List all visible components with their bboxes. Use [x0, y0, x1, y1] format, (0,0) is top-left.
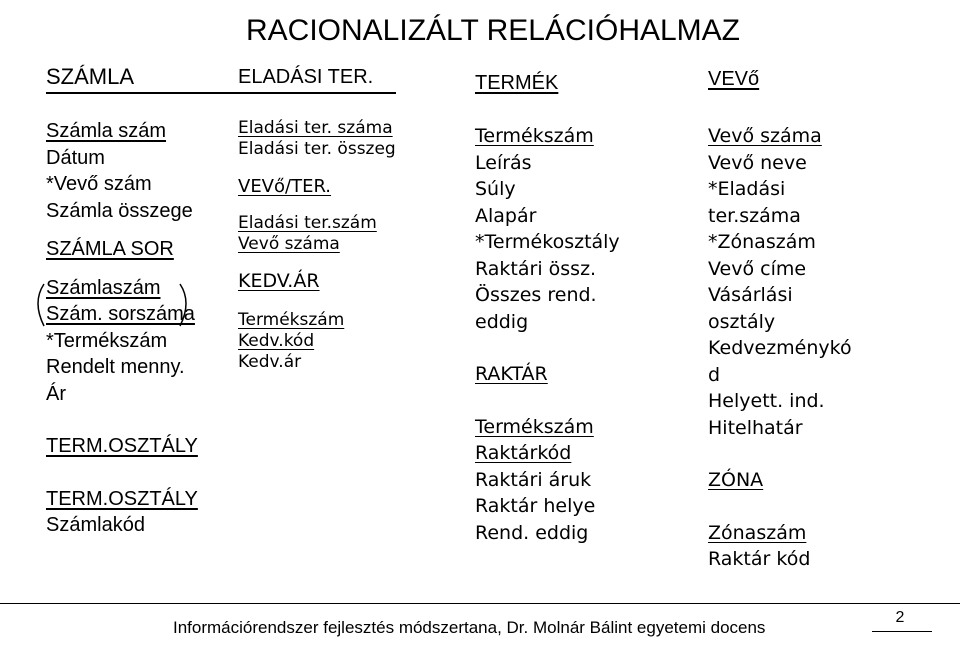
attribute: Dátum [46, 146, 105, 169]
composite-key-field: Eladási ter.szám [238, 213, 377, 233]
relation-header-term-osztaly: TERM.OSZTÁLY [46, 435, 198, 457]
attribute: Számlakód [46, 514, 145, 536]
foreign-key-field: *Termékosztály [475, 231, 620, 253]
composite-key-field: Vevő száma [238, 234, 340, 254]
attribute: Raktár helye [475, 495, 596, 517]
composite-key-field: Számlaszám [46, 276, 161, 299]
attribute: Kedvezménykó [708, 337, 852, 359]
composite-key-bracket [30, 282, 200, 332]
relation-header-termek: TERMÉK [475, 72, 559, 94]
relation-header-zona: ZÓNA [708, 469, 764, 491]
primary-key-field: Eladási ter. száma [238, 118, 393, 138]
relation-header-szamla: SZÁMLA [46, 64, 135, 89]
attribute: eddig [475, 310, 529, 333]
relation-header-eladasi-ter: ELADÁSI TER. [238, 66, 374, 88]
relation-header-vevo: VEVő [708, 68, 760, 90]
page-number: 2 [895, 609, 905, 626]
foreign-key-field: *Vevő szám [46, 173, 152, 195]
slide-footer [0, 603, 960, 663]
attribute: Vevő címe [708, 257, 807, 280]
attribute: Rend. eddig [475, 521, 589, 544]
attribute: d [708, 363, 721, 386]
attribute: Számla összege [46, 199, 193, 222]
header-underline [46, 92, 396, 94]
primary-key-field: Termékszám [475, 125, 594, 147]
attribute: Vásárlási [708, 284, 793, 306]
relation-eladasi-ter [238, 118, 396, 373]
foreign-key-field: *Eladási [708, 178, 786, 200]
primary-key-field: Számla szám [46, 120, 167, 142]
foreign-key-field: *Termékszám [46, 329, 168, 352]
page-title: RACIONALIZÁLT RELÁCIÓHALMAZ [246, 14, 741, 47]
relation-header-szamla-sor: SZÁMLA SOR [46, 238, 174, 260]
attribute: Helyett. ind. [708, 390, 825, 412]
attribute: Leírás [475, 151, 532, 174]
attribute: Összes rend. [475, 284, 597, 306]
attribute: Raktári össz. [475, 257, 597, 280]
attribute: Vevő neve [708, 151, 807, 174]
composite-key-field: Termékszám [475, 415, 594, 438]
attribute: osztály [708, 310, 776, 333]
relation-header-kedv-ar: KEDV.ÁR [238, 270, 320, 292]
footer-text: Információrendszer fejlesztés módszertana, Dr. Molnár Bálint egyetemi docens [173, 618, 766, 637]
attribute: Hitelhatár [708, 416, 803, 439]
attribute: Raktári áruk [475, 468, 592, 491]
primary-key-field: Zónaszám [708, 521, 807, 544]
attribute: Ár [46, 382, 66, 405]
foreign-key-field: *Zónaszám [708, 231, 816, 253]
primary-key-field: Vevő száma [708, 125, 822, 147]
relation-header-raktar: RAKTÁR [475, 363, 548, 385]
composite-key-field: Raktárkód [475, 442, 572, 464]
composite-key-field: Kedv.kód [238, 331, 315, 351]
attribute: Eladási ter. összeg [238, 139, 396, 159]
composite-key-field: Termékszám [238, 310, 345, 330]
attribute: Rendelt menny. [46, 356, 185, 378]
attribute: Kedv.ár [238, 352, 302, 372]
attribute: Súly [475, 178, 516, 200]
relation-termek [475, 123, 620, 546]
foreign-key-field: ter.száma [708, 204, 801, 227]
relation-header-term-osztaly-2: TERM.OSZTÁLY [46, 487, 198, 510]
attribute: Raktár kód [708, 548, 811, 570]
relation-header-vevo-ter: VEVő/TER. [238, 176, 332, 197]
relation-vevo [708, 123, 852, 573]
attribute: Alapár [475, 204, 537, 227]
composite-key-field: Szám. sorszáma [46, 303, 195, 325]
